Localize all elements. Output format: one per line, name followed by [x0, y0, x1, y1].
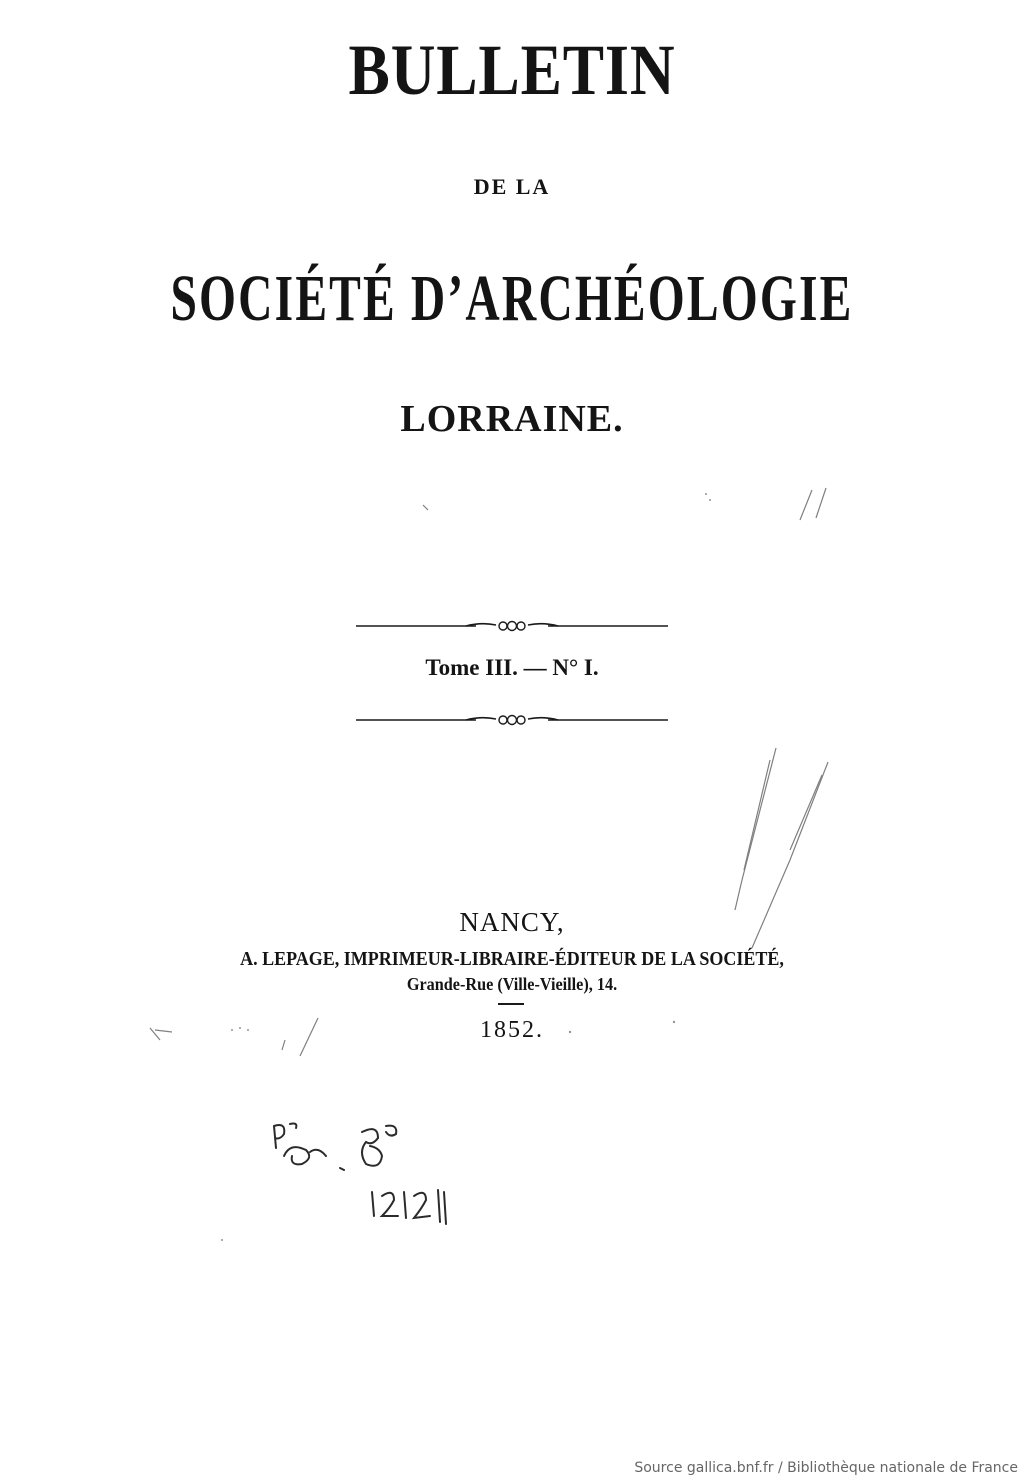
title-connector: DE LA — [473, 174, 551, 199]
imprint-address: Grande-Rue (Ville-Vieille), 14. — [406, 974, 618, 994]
imprint-city: NANCY, — [459, 907, 565, 937]
imprint-dash — [498, 1003, 524, 1005]
region-name: LORRAINE. — [400, 398, 624, 440]
library-shelfmark-stamp — [262, 1112, 492, 1252]
society-name: SOCIÉTÉ D’ARCHÉOLOGIE — [170, 262, 854, 335]
imprint-year: 1852. — [480, 1017, 544, 1043]
ornament-rule-bottom — [356, 712, 668, 728]
imprint-printer: A. LEPAGE, IMPRIMEUR-LIBRAIRE-ÉDITEUR DE LA SOCIÉTÉ, — [240, 948, 784, 970]
ornament-rule-top — [356, 618, 668, 634]
bulletin-title: BULLETIN — [348, 30, 676, 110]
volume-number: Tome III. — N° I. — [425, 655, 599, 680]
shelfmark-handwriting-icon — [262, 1112, 492, 1252]
source-credit: Source gallica.bnf.fr / Bibliothèque nationale de France — [634, 1460, 1018, 1476]
